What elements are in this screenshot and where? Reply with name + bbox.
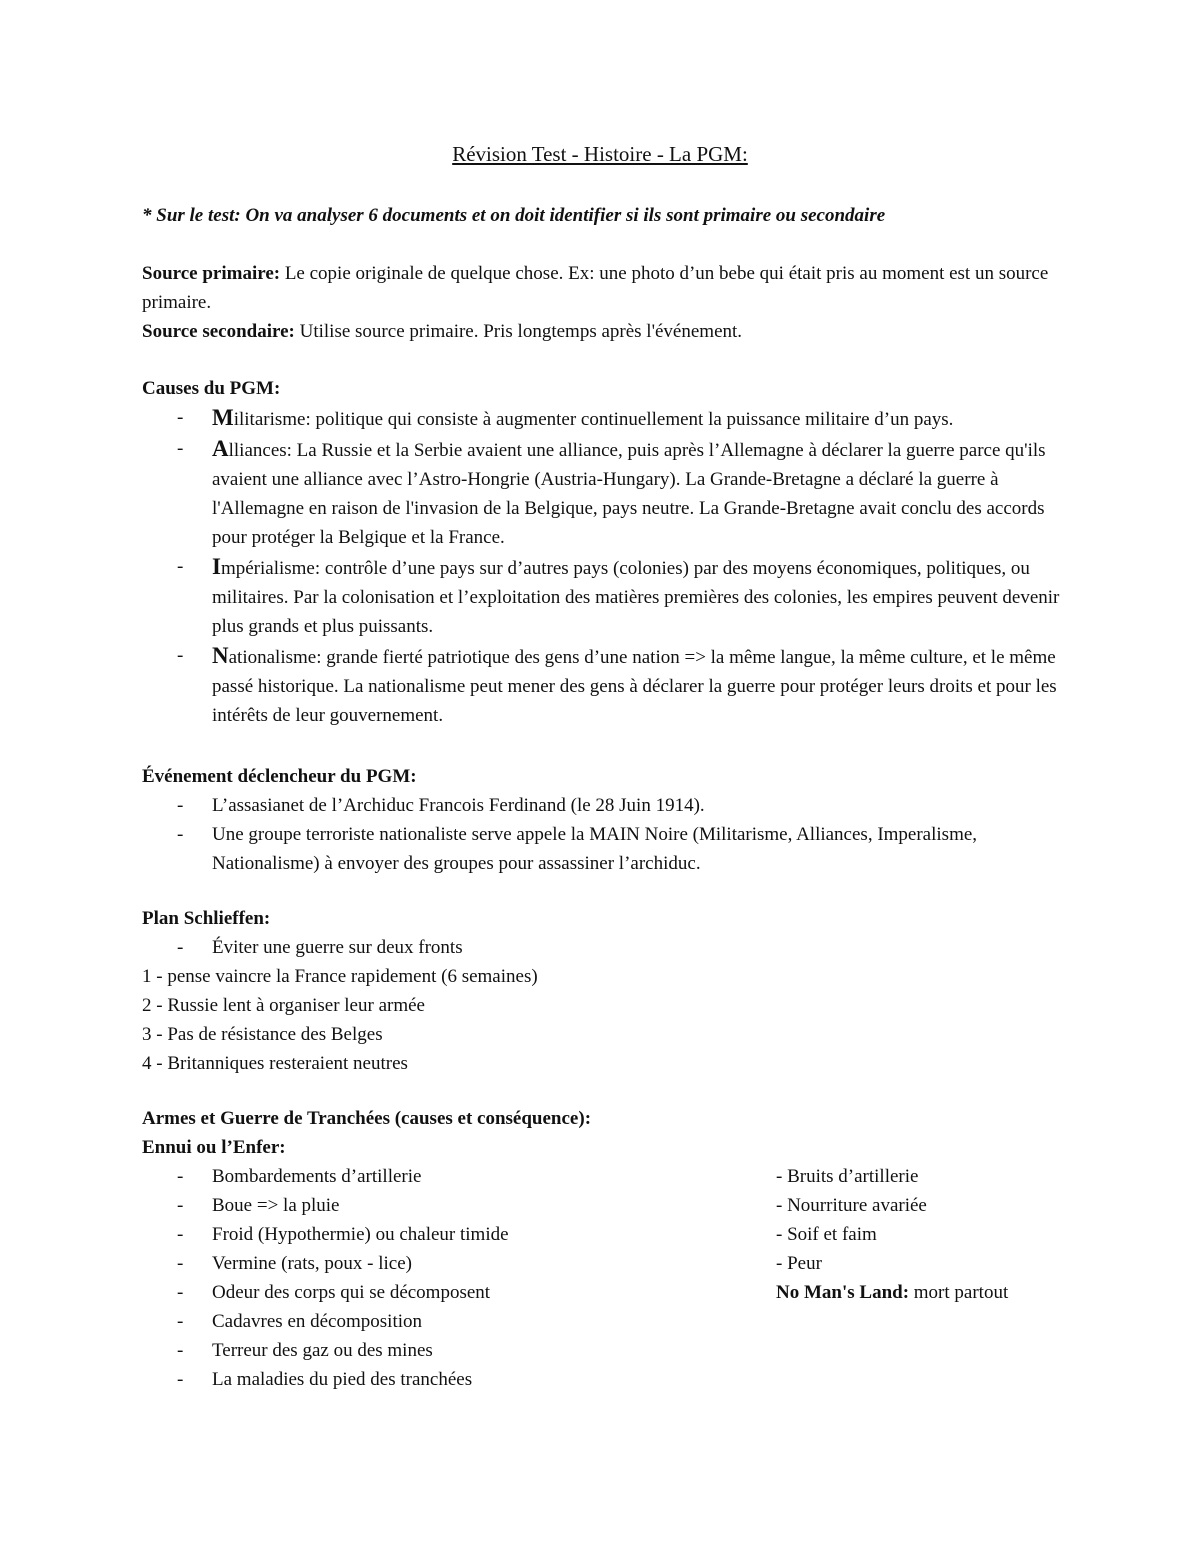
cause-item-alliances	[142, 434, 1082, 552]
trench-right-item: - Bruits d’artillerie	[776, 1166, 919, 1187]
schlieffen-point: 3 - Pas de résistance des Belges	[142, 1024, 383, 1045]
secondary-source-label: Source secondaire:	[142, 321, 295, 342]
trench-right-item: - Nourriture avariée	[776, 1195, 927, 1216]
schlieffen-point: 2 - Russie lent à organiser leur armée	[142, 995, 425, 1016]
primary-source-text: Le copie originale de quelque chose. Ex: une photo d’un bebe qui était pris au moment est un source primaire.	[142, 263, 1049, 313]
trigger-item: - Une groupe terroriste nationaliste serve appele la MAIN Noire (Militarisme, Alliances, Imperalisme, Nationalisme) à envoyer des groupes pour assassiner l’archiduc.	[142, 820, 1082, 878]
causes-heading: Causes du PGM:	[142, 378, 281, 399]
trigger-item: - L’assasianet de l’Archiduc Francois Ferdinand (le 28 Juin 1914).	[142, 791, 1082, 820]
primary-source-label: Source primaire:	[142, 263, 281, 284]
cause-text: ationalisme: grande fierté patriotique des gens d’une nation => la même langue, la même culture, et le même passé historique. La nationalisme peut mener des gens à déclarer la guerre pour protéger leurs droits et pour les intérêts de leur gouvernement.	[212, 647, 1057, 726]
trigger-heading: Événement déclencheur du PGM:	[142, 766, 417, 787]
page-title: Révision Test - Histoire - La PGM:	[452, 142, 748, 166]
no-mans-land-line	[776, 1278, 1096, 1307]
cause-text: ilitarisme: politique qui consiste à augmenter continuellement la puissance militaire d’un pays.	[233, 409, 954, 430]
cause-item-imperialisme	[142, 552, 1082, 641]
cause-initial: N	[212, 643, 229, 668]
causes-section	[142, 374, 1082, 730]
trench-item: - Cadavres en décomposition	[142, 1307, 762, 1336]
cause-initial: I	[212, 554, 221, 579]
secondary-source-text: Utilise source primaire. Pris longtemps après l'événement.	[299, 321, 743, 342]
trench-right-item: - Soif et faim	[776, 1224, 877, 1245]
primary-source-paragraph	[142, 259, 1082, 317]
cause-text: mpérialisme: contrôle d’une pays sur d’autres pays (colonies) par des moyens économiques, politiques, ou militaires. Par la colonisation et l’exploitation des matières premières des colonies, les empires peuvent devenir plus grands et plus puissants.	[212, 558, 1060, 637]
trenches-heading: Armes et Guerre de Tranchées (causes et conséquence):	[142, 1108, 592, 1129]
sources-section	[142, 259, 1082, 346]
schlieffen-heading: Plan Schlieffen:	[142, 908, 271, 929]
cause-initial: M	[212, 405, 234, 430]
schlieffen-point: 1 - pense vaincre la France rapidement (6 semaines)	[142, 966, 538, 987]
trench-item: - Boue => la pluie	[142, 1191, 762, 1220]
trenches-left-list	[142, 1162, 762, 1394]
cause-item-nationalisme	[142, 641, 1082, 730]
cause-text: lliances: La Russie et la Serbie avaient une alliance, puis après l’Allemagne à déclarer la guerre parce qu'ils avaient une alliance avec l’Astro-Hongrie (Austria-Hungary). La Grande-Bretagne a déclaré la guerre à l'Allemagne en raison de l'invasion de la Belgique, pays neutre. La Grande-Bretagne avait conclu des accords pour protéger la Belgique et la France.	[212, 440, 1046, 548]
trench-right-item: - Peur	[776, 1253, 822, 1274]
trench-item: - Terreur des gaz ou des mines	[142, 1336, 762, 1365]
test-note: * Sur le test: On va analyser 6 documents et on doit identifier si ils sont primaire ou secondaire	[142, 205, 886, 226]
schlieffen-goal-list	[142, 933, 1082, 962]
schlieffen-point: 4 - Britanniques resteraient neutres	[142, 1053, 408, 1074]
trenches-subheading: Ennui ou l’Enfer:	[142, 1137, 286, 1158]
trench-item: - La maladies du pied des tranchées	[142, 1365, 762, 1394]
schlieffen-points	[142, 962, 1082, 1078]
trench-item: - Odeur des corps qui se décomposent	[142, 1278, 762, 1307]
trench-item: - Bombardements d’artillerie	[142, 1162, 762, 1191]
trenches-right-column	[776, 1162, 1096, 1307]
causes-list	[142, 403, 1082, 730]
schlieffen-goal: - Éviter une guerre sur deux fronts	[142, 933, 1082, 962]
trigger-section	[142, 762, 1082, 878]
schlieffen-section	[142, 904, 1082, 1078]
no-mans-land-label: No Man's Land:	[776, 1282, 910, 1303]
no-mans-land-text: mort partout	[913, 1282, 1009, 1303]
trench-item: - Froid (Hypothermie) ou chaleur timide	[142, 1220, 762, 1249]
trench-item: - Vermine (rats, poux - lice)	[142, 1249, 762, 1278]
cause-initial: A	[212, 436, 229, 461]
secondary-source-paragraph	[142, 317, 1082, 346]
cause-item-militarisme	[142, 403, 1082, 434]
trigger-list	[142, 791, 1082, 878]
